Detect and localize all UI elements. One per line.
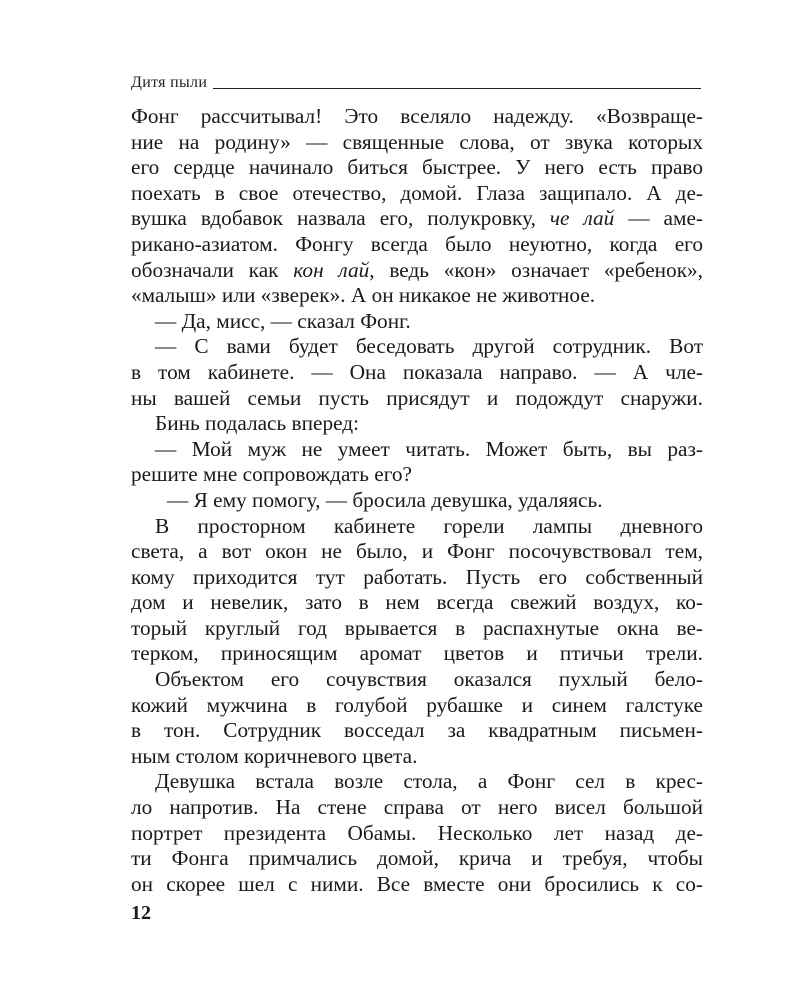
text-line: ным столом коричневого цвета. <box>131 743 418 768</box>
dialogue-line: — Да, мисс, — сказал Фонг. <box>155 308 411 333</box>
text-line: терком, приносящим аромат цветов и птичьи трели. <box>131 641 703 666</box>
text-line: ние на родину» — священные слова, от звука которых <box>131 129 703 154</box>
text-line: кому приходится тут работать. Пусть его собственный <box>131 564 703 589</box>
italic-term: кон лай <box>293 257 370 282</box>
text-run: обозначали как <box>131 257 294 282</box>
text-line: кожий мужчина в голубой рубашке и синем галстуке <box>131 692 703 717</box>
dialogue-line: — С вами будет беседовать другой сотрудник. Вот <box>155 334 703 359</box>
text-run: , ведь «кон» означает «ребенок», <box>369 257 704 282</box>
header-rule <box>213 88 701 89</box>
text-line: «малыш» или «зверек». А он никакое не животное. <box>131 283 596 308</box>
text-line: он скорее шел с ними. Все вместе они бросились к со- <box>131 871 703 896</box>
text-line: Бинь подалась вперед: <box>155 411 360 436</box>
text-line: торый круглый год врывается в распахнутые окна ве- <box>131 615 703 640</box>
text-line: дом и невелик, зато в нем всегда свежий воздух, ко- <box>131 590 703 615</box>
text-line: света, а вот окон не было, и Фонг посочувствовал тем, <box>131 539 703 564</box>
text-run: — аме- <box>614 206 703 231</box>
text-line: ти Фонга примчались домой, крича и требуя, чтобы <box>131 846 703 871</box>
text-line: Фонг рассчитывал! Это вселяло надежду. «Возвраще- <box>131 104 703 128</box>
text-line <box>131 206 703 232</box>
dialogue-line: — Мой муж не умеет читать. Может быть, вы раз- <box>155 436 703 461</box>
dialogue-line: — Я ему помогу, — бросила девушка, удаляясь. <box>167 487 603 512</box>
paragraph-start: В просторном кабинете горели лампы дневного <box>155 513 703 538</box>
text-run: вушка вдобавок назвала его, полукровку, <box>131 206 550 231</box>
text-line <box>131 258 703 284</box>
paragraph-start: Объектом его сочувствия оказался пухлый бело- <box>155 667 703 692</box>
running-header <box>131 70 701 94</box>
text-line: ло напротив. На стене справа от него висел большой <box>131 795 703 820</box>
text-line: его сердце начинало биться быстрее. У него есть право <box>131 155 703 180</box>
text-line: портрет президента Обамы. Несколько лет назад де- <box>131 820 703 845</box>
text-line: в том кабинете. — Она показала направо. — А чле- <box>131 359 703 384</box>
body-text <box>131 104 703 897</box>
text-line: поехать в свое отечество, домой. Глаза защипало. А де- <box>131 180 703 205</box>
running-title: Дитя пыли <box>131 74 208 91</box>
italic-term: че лай <box>549 206 615 231</box>
text-line: в тон. Сотрудник восседал за квадратным письмен- <box>131 718 703 743</box>
text-line: решите мне сопровождать его? <box>131 462 413 487</box>
paragraph-start: Девушка встала возле стола, а Фонг сел в крес- <box>155 769 703 794</box>
page-number: 12 <box>131 902 151 924</box>
text-line: ны вашей семьи пусть присядут и подождут снаружи. <box>131 385 703 410</box>
text-line: рикано-азиатом. Фонгу всегда было неуютно, когда его <box>131 231 703 256</box>
